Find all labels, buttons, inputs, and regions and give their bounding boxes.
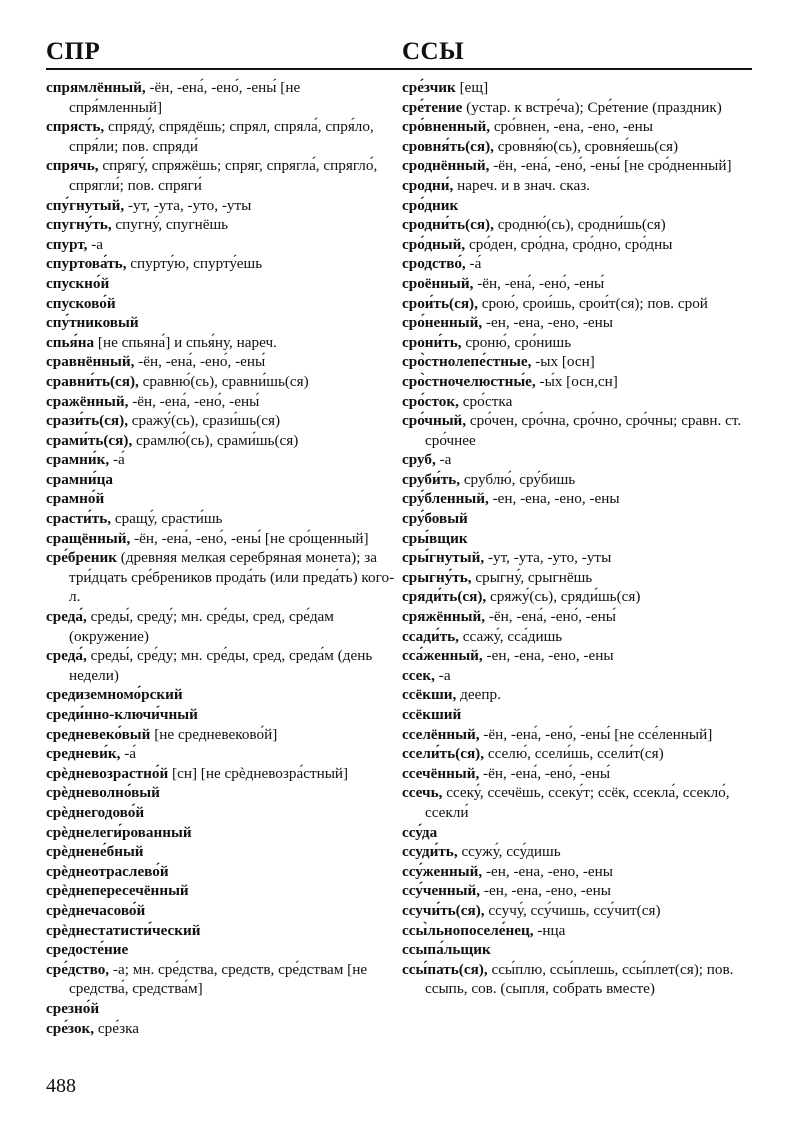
entry-definition: сражу́(сь), срази́шь(ся) bbox=[128, 412, 281, 430]
entry-headword: срѐднестатисти́ческий bbox=[46, 921, 201, 939]
dictionary-entry bbox=[46, 901, 396, 921]
entry-headword: сро́сток, bbox=[402, 392, 459, 410]
dictionary-entry bbox=[46, 783, 396, 803]
entry-headword: срони́ть, bbox=[402, 333, 462, 351]
dictionary-entry bbox=[46, 685, 396, 705]
entry-headword: сруби́ть, bbox=[402, 470, 461, 488]
entry-definition: -а́ bbox=[465, 255, 482, 273]
dictionary-entry bbox=[402, 705, 754, 725]
entry-definition: -ён, -ена́, -ено́, -ены́ bbox=[473, 274, 605, 292]
dictionary-entry bbox=[46, 744, 396, 764]
entry-definition: -ут, -ута, -уто, -уты bbox=[484, 549, 612, 567]
entry-headword: срамни́к, bbox=[46, 451, 110, 469]
entry-headword: ссечённый, bbox=[402, 764, 480, 782]
entry-headword: сряжённый, bbox=[402, 608, 486, 626]
entry-headword: срѐднелеги́рованный bbox=[46, 823, 192, 841]
entry-definition: -ых [осн] bbox=[531, 353, 595, 371]
dictionary-entry bbox=[46, 235, 396, 255]
entry-definition: сро́чен, сро́чна, сро́чно, сро́чны; сравн. ст. сро́чнее bbox=[425, 412, 742, 449]
entry-headword: срѐдневозрастно́й bbox=[46, 764, 169, 782]
dictionary-entry bbox=[402, 529, 754, 549]
entry-headword: средосте́ние bbox=[46, 941, 129, 959]
header-rule bbox=[46, 68, 752, 70]
dictionary-entry bbox=[46, 117, 396, 156]
dictionary-entry bbox=[402, 881, 754, 901]
entry-headword: сроённый, bbox=[402, 274, 474, 292]
entry-headword: срами́ть(ся), bbox=[46, 431, 133, 449]
dictionary-entry bbox=[402, 646, 754, 666]
entry-headword: ссучи́ть(ся), bbox=[402, 901, 485, 919]
entry-definition: -ён, -ена́, -ено́, -ены́ [не спря́мленный] bbox=[69, 79, 301, 116]
entry-definition: сре́зка bbox=[94, 1019, 140, 1037]
entry-headword: сру́бленный, bbox=[402, 490, 489, 508]
entry-headword: спу́гнутый, bbox=[46, 196, 125, 214]
dictionary-entry bbox=[402, 764, 754, 784]
entry-definition: нареч. и в знач. сказ. bbox=[453, 176, 590, 194]
entry-definition: сро́ден, сро́дна, сро́дно, сро́дны bbox=[465, 235, 673, 253]
dictionary-entry bbox=[46, 274, 396, 294]
entry-headword: ссёкший bbox=[402, 706, 462, 723]
entry-headword: сровня́ть(ся), bbox=[402, 137, 494, 155]
entry-definition: -ён, -ена́, -ено́, -ены́ bbox=[134, 353, 266, 371]
entry-definition: деепр. bbox=[456, 686, 501, 704]
dictionary-entry bbox=[402, 587, 754, 607]
dictionary-entry bbox=[402, 921, 754, 941]
entry-headword: средневеко́вый bbox=[46, 725, 151, 743]
entry-headword: ссы̀льнопоселе́нец, bbox=[402, 921, 534, 939]
header-right-guideword: ССЫ bbox=[402, 38, 465, 65]
dictionary-entry bbox=[402, 725, 754, 745]
dictionary-entry bbox=[46, 156, 396, 195]
dictionary-entry bbox=[46, 940, 396, 960]
entry-definition: -ут, -ута, -уто, -уты bbox=[124, 196, 252, 214]
entry-headword: сро́ненный, bbox=[402, 314, 483, 332]
dictionary-entry bbox=[402, 137, 754, 157]
dictionary-entry bbox=[402, 842, 754, 862]
entry-definition: сровня́ю(сь), сровня́ешь(ся) bbox=[493, 137, 679, 155]
entry-headword: срѐднепересечённый bbox=[46, 882, 189, 900]
dictionary-entry bbox=[46, 548, 396, 607]
entry-definition: сравню́(сь), сравни́шь(ся) bbox=[138, 372, 309, 390]
entry-definition: ссеку́, ссечёшь, ссеку́т; ссёк, ссекла́, ссекло́, ссекли́ bbox=[425, 784, 730, 821]
dictionary-entry bbox=[402, 489, 754, 509]
entry-headword: средневи́к, bbox=[46, 745, 121, 763]
dictionary-entry bbox=[402, 666, 754, 686]
dictionary-entry bbox=[46, 313, 396, 333]
entry-headword: срѐднегодово́й bbox=[46, 803, 145, 821]
dictionary-entry bbox=[402, 940, 754, 960]
entry-definition: спурту́ю, спурту́ешь bbox=[126, 255, 263, 273]
entry-headword: среда́, bbox=[46, 647, 87, 665]
dictionary-entry bbox=[46, 999, 396, 1019]
dictionary-entry bbox=[46, 392, 396, 412]
entry-headword: сражённый, bbox=[46, 392, 129, 410]
entry-headword: сруб, bbox=[402, 451, 436, 469]
dictionary-entry bbox=[402, 862, 754, 882]
entry-definition: -ен, -ена, -ено, -ены bbox=[482, 862, 613, 880]
dictionary-entry bbox=[46, 803, 396, 823]
entry-headword: спу́тниковый bbox=[46, 314, 139, 332]
entry-definition: ссы́плю, ссы́плешь, ссы́плет(ся); пов. ссыпь, сов. (сыпля, собрать вместе) bbox=[425, 960, 734, 998]
entry-headword: спусково́й bbox=[46, 294, 116, 312]
entry-headword: срасти́ть, bbox=[46, 510, 112, 528]
dictionary-entry bbox=[402, 78, 754, 98]
page-number: 488 bbox=[46, 1075, 76, 1097]
entry-headword: спурт, bbox=[46, 235, 88, 253]
entry-headword: сравни́ть(ся), bbox=[46, 372, 139, 390]
dictionary-entry bbox=[46, 196, 396, 216]
dictionary-entry bbox=[46, 78, 396, 117]
running-header bbox=[46, 38, 752, 70]
entry-definition: срыгну́, срыгнёшь bbox=[471, 568, 593, 586]
entry-definition: -ён, -ена́, -ено́, -ены́ [не сро́щенный] bbox=[130, 529, 369, 547]
dictionary-entry bbox=[402, 235, 754, 255]
dictionary-entry bbox=[402, 744, 754, 764]
dictionary-entry bbox=[46, 705, 396, 725]
dictionary-entry bbox=[46, 372, 396, 392]
entry-definition: сродню́(сь), сродни́шь(ся) bbox=[493, 216, 666, 234]
entry-definition: срою́, срои́шь, срои́т(ся); пов. срой bbox=[477, 294, 708, 312]
entry-definition: сряжу́(сь), сряди́шь(ся) bbox=[486, 588, 641, 606]
entry-headword: ссёкши, bbox=[402, 686, 457, 704]
entry-definition: -ен, -ена, -ено, -ены bbox=[488, 490, 620, 508]
entry-headword: среди́нно-ключи́чный bbox=[46, 706, 198, 723]
entry-definition: -ён, -ена́, -ено́, -ены́ bbox=[128, 392, 260, 410]
entry-headword: спрямлённый, bbox=[46, 79, 146, 96]
entry-definition: сселю́, ссели́шь, ссели́т(ся) bbox=[484, 745, 664, 763]
dictionary-entry bbox=[46, 921, 396, 941]
entry-definition: -а; мн. сре́дства, средств, сре́дствам [не средства́, средства́м] bbox=[69, 960, 368, 998]
entry-definition: среды́, сре́ду; мн. сре́ды, сред, среда́м (день недели) bbox=[69, 647, 373, 684]
entry-definition: спугну́, спугнёшь bbox=[111, 216, 229, 234]
dictionary-entry bbox=[402, 960, 754, 999]
entry-headword: спрясть, bbox=[46, 118, 105, 136]
entry-definition: -ён, -ена́, -ено́, -ены́ [не ссе́ленный] bbox=[479, 725, 713, 743]
entry-headword: ссади́ть, bbox=[402, 627, 459, 645]
dictionary-entry bbox=[402, 156, 754, 176]
dictionary-entry bbox=[402, 627, 754, 647]
dictionary-entry bbox=[402, 196, 754, 216]
dictionary-entry bbox=[46, 862, 396, 882]
entry-headword: сро́вненный, bbox=[402, 118, 491, 136]
dictionary-entry bbox=[46, 607, 396, 646]
entry-definition: -ен, -ена, -ено, -ены bbox=[482, 314, 614, 332]
entry-headword: ссуди́ть, bbox=[402, 843, 458, 861]
dictionary-entry bbox=[46, 215, 396, 235]
dictionary-entry bbox=[402, 470, 754, 490]
dictionary-entry bbox=[46, 509, 396, 529]
entry-headword: сре́тение bbox=[402, 98, 463, 116]
entry-definition: сро́стка bbox=[458, 392, 513, 410]
entry-definition: срамлю́(сь), срами́шь(ся) bbox=[132, 431, 299, 449]
dictionary-entry bbox=[46, 470, 396, 490]
dictionary-entry bbox=[402, 607, 754, 627]
entry-headword: сряди́ть(ся), bbox=[402, 588, 487, 606]
dictionary-entry bbox=[402, 901, 754, 921]
entry-headword: сры́гнутый, bbox=[402, 549, 485, 567]
dictionary-entry bbox=[402, 685, 754, 705]
entry-definition: [ещ] bbox=[455, 79, 489, 96]
dictionary-entry bbox=[402, 450, 754, 470]
entry-headword: спрячь, bbox=[46, 157, 99, 175]
entry-headword: ссели́ть(ся), bbox=[402, 745, 485, 763]
dictionary-entry bbox=[402, 352, 754, 372]
dictionary-entry bbox=[46, 646, 396, 685]
entry-headword: ссы́пать(ся), bbox=[402, 960, 488, 978]
dictionary-entry bbox=[402, 783, 754, 822]
dictionary-entry bbox=[402, 254, 754, 274]
dictionary-entry bbox=[402, 117, 754, 137]
entry-definition: сращу́, срасти́шь bbox=[111, 510, 223, 528]
entry-headword: сро̀стнолепе́стные, bbox=[402, 353, 532, 371]
entry-headword: сре́зчик bbox=[402, 79, 456, 96]
entry-definition: спряду́, спрядёшь; спрял, спряла́, спря́ло, спря́ли; пов. спряди́ bbox=[69, 118, 374, 155]
entry-definition: [не средневеково́й] bbox=[150, 725, 278, 743]
dictionary-entry bbox=[402, 274, 754, 294]
entry-definition: сро́внен, -ена, -ено, -ены bbox=[490, 118, 654, 136]
entry-headword: сро̀стночелюстны́е, bbox=[402, 372, 536, 390]
entry-headword: средиземномо́рский bbox=[46, 686, 183, 704]
entry-headword: сса́женный, bbox=[402, 647, 483, 665]
dictionary-entry bbox=[402, 215, 754, 235]
entry-definition: ссажу́, сса́дишь bbox=[458, 627, 563, 645]
entry-headword: срамно́й bbox=[46, 490, 105, 508]
entry-headword: сродство́, bbox=[402, 255, 466, 273]
entry-definition: -а́ bbox=[120, 745, 137, 763]
entry-definition: -а bbox=[87, 235, 104, 253]
dictionary-entry bbox=[46, 764, 396, 784]
entry-headword: сре́бреник bbox=[46, 549, 117, 567]
left-column bbox=[46, 78, 396, 1038]
entry-definition: -ы́х [осн,сн] bbox=[535, 372, 618, 390]
entry-definition: -ён, -ена́, -ено́, -ены́ [не сро́дненный] bbox=[489, 157, 732, 175]
entry-headword: срыгну́ть, bbox=[402, 568, 472, 586]
entry-headword: ссу́ченный, bbox=[402, 882, 481, 900]
dictionary-entry bbox=[46, 823, 396, 843]
entry-headword: сравнённый, bbox=[46, 353, 135, 371]
entry-headword: среда́, bbox=[46, 608, 87, 626]
entry-definition: -а bbox=[435, 451, 452, 469]
entry-headword: ссек, bbox=[402, 666, 435, 684]
dictionary-entry bbox=[402, 411, 754, 450]
entry-headword: сселённый, bbox=[402, 725, 480, 743]
entry-definition: [не спьяна́] и спья́ну, нареч. bbox=[94, 333, 277, 351]
entry-headword: спугну́ть, bbox=[46, 216, 112, 234]
entry-headword: спускно́й bbox=[46, 274, 110, 292]
entry-headword: сродни́ть(ся), bbox=[402, 216, 494, 234]
dictionary-entry bbox=[46, 450, 396, 470]
dictionary-entry bbox=[46, 352, 396, 372]
header-left-guideword: СПР bbox=[46, 38, 101, 65]
entry-headword: сро́дный, bbox=[402, 235, 466, 253]
entry-definition: -ен, -ена, -ено, -ены bbox=[482, 647, 614, 665]
entry-headword: срезно́й bbox=[46, 999, 100, 1017]
dictionary-entry bbox=[402, 509, 754, 529]
entry-headword: срѐднечасово́й bbox=[46, 901, 146, 919]
entry-definition: -ён, -ена́, -ено́, -ены́ bbox=[479, 764, 611, 782]
dictionary-entry bbox=[46, 881, 396, 901]
entry-definition: (устар. к встре́ча); Сре́тение (праздник) bbox=[462, 98, 722, 116]
dictionary-entry bbox=[46, 725, 396, 745]
entry-headword: сры́вщик bbox=[402, 529, 468, 547]
entry-headword: сре́дство, bbox=[46, 960, 110, 978]
entry-definition: -нца bbox=[533, 921, 566, 939]
dictionary-entry bbox=[46, 333, 396, 353]
entry-definition: -а́ bbox=[109, 451, 125, 469]
entry-headword: сро́дник bbox=[402, 196, 459, 214]
entry-headword: ссу́женный, bbox=[402, 862, 483, 880]
dictionary-entry bbox=[402, 294, 754, 314]
right-column bbox=[402, 78, 754, 999]
entry-headword: сроднённый, bbox=[402, 157, 490, 175]
dictionary-entry bbox=[402, 823, 754, 843]
dictionary-entry bbox=[46, 411, 396, 431]
entry-headword: сру́бовый bbox=[402, 510, 468, 528]
dictionary-entry bbox=[402, 176, 754, 196]
entry-headword: ссечь, bbox=[402, 784, 443, 802]
entry-headword: ссу́да bbox=[402, 823, 438, 841]
dictionary-entry bbox=[46, 842, 396, 862]
dictionary-entry bbox=[46, 431, 396, 451]
entry-headword: сро́чный, bbox=[402, 412, 467, 430]
entry-definition: -ён, -ена́, -ено́, -ены́ bbox=[485, 608, 616, 626]
entry-definition: -а bbox=[434, 666, 451, 684]
dictionary-entry bbox=[402, 548, 754, 568]
dictionary-entry bbox=[46, 254, 396, 274]
entry-definition: среды́, среду́; мн. сре́ды, сред, сре́дам (окружение) bbox=[69, 608, 334, 645]
entry-headword: спья́на bbox=[46, 333, 95, 351]
dictionary-entry bbox=[46, 294, 396, 314]
entry-definition: -ен, -ена, -ено, -ены bbox=[480, 882, 611, 900]
entry-headword: срамни́ца bbox=[46, 470, 113, 488]
dictionary-entry bbox=[46, 960, 396, 999]
entry-headword: сращённый, bbox=[46, 529, 131, 547]
entry-definition: [сн] [не срѐдневозра́стный] bbox=[168, 764, 349, 782]
entry-definition: спрягу́, спряжёшь; спряг, спрягла́, спрягло́, спрягли́; пов. спряги́ bbox=[69, 157, 378, 194]
dictionary-entry bbox=[402, 98, 754, 118]
entry-definition: сроню́, сро́нишь bbox=[461, 333, 572, 351]
dictionary-entry bbox=[46, 1019, 396, 1039]
entry-definition: ссужу́, ссу́дишь bbox=[457, 843, 561, 861]
dictionary-entry bbox=[402, 333, 754, 353]
dictionary-entry bbox=[402, 392, 754, 412]
entry-definition: ссучу́, ссу́чишь, ссу́чит(ся) bbox=[484, 901, 661, 919]
entry-headword: сродни́, bbox=[402, 176, 454, 194]
dictionary-entry bbox=[46, 489, 396, 509]
entry-headword: срѐднеотраслево́й bbox=[46, 862, 169, 880]
dictionary-entry bbox=[402, 372, 754, 392]
entry-headword: ссыпа́льщик bbox=[402, 941, 491, 959]
dictionary-entry bbox=[46, 529, 396, 549]
entry-headword: спуртова́ть, bbox=[46, 255, 127, 273]
dictionary-entry bbox=[402, 568, 754, 588]
dictionary-entry bbox=[402, 313, 754, 333]
entry-headword: срѐднене́бный bbox=[46, 843, 144, 861]
entry-headword: срѐдневолно́вый bbox=[46, 784, 160, 802]
entry-headword: срои́ть(ся), bbox=[402, 294, 478, 312]
entry-definition: срублю́, сру́бишь bbox=[460, 470, 576, 488]
entry-headword: срази́ть(ся), bbox=[46, 412, 128, 430]
entry-definition: (древняя мелкая серебряная монета); за три́дцать сре́бреников прода́ть (или преда́ть) кого-л. bbox=[69, 549, 395, 606]
entry-headword: сре́зок, bbox=[46, 1019, 95, 1037]
